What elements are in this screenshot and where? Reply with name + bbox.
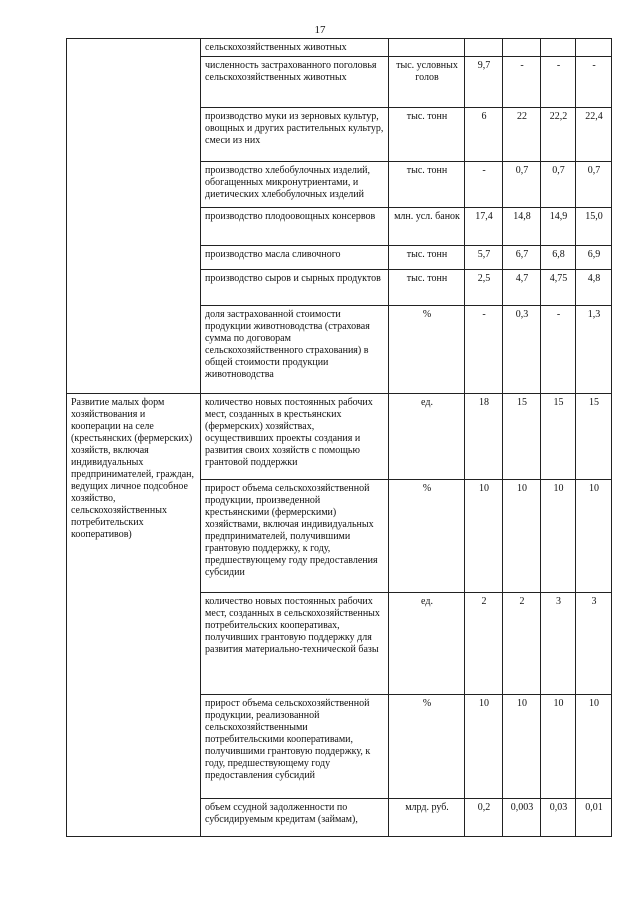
- table-row: [67, 394, 612, 480]
- indicator-cell: численность застрахованного поголовья сельскохозяйственных животных: [201, 57, 389, 108]
- value-cell: 0,01: [576, 799, 612, 837]
- goal-cell-continued: [67, 39, 201, 394]
- value-cell: 0,003: [503, 799, 541, 837]
- unit-cell: тыс. тонн: [389, 246, 465, 270]
- value-cell: -: [541, 57, 576, 108]
- indicator-cell: сельскохозяйственных животных: [201, 39, 389, 57]
- value-cell: 15: [503, 394, 541, 480]
- unit-cell: %: [389, 306, 465, 394]
- unit-cell: тыс. тонн: [389, 162, 465, 208]
- indicator-cell: количество новых постоянных рабочих мест, созданных в сельскохозяйственных потребительских кооперативах, получивших грантовую поддержку для развития материально-технической базы: [201, 593, 389, 695]
- value-cell: 2: [503, 593, 541, 695]
- indicator-cell: производство плодоовощных консервов: [201, 208, 389, 246]
- value-cell: [576, 39, 612, 57]
- value-cell: 14,9: [541, 208, 576, 246]
- indicators-table: [66, 38, 612, 837]
- value-cell: 22: [503, 108, 541, 162]
- value-cell: 10: [541, 695, 576, 799]
- indicator-cell: прирост объема сельскохозяйственной продукции, реализованной сельскохозяйственными потребительскими кооперативами, получившими грантовую поддержку, к году, предшествующему году предоставления субсидий: [201, 695, 389, 799]
- value-cell: 6,7: [503, 246, 541, 270]
- value-cell: 10: [576, 480, 612, 593]
- unit-cell: млрд. руб.: [389, 799, 465, 837]
- indicator-cell: объем ссудной задолженности по субсидируемым кредитам (займам),: [201, 799, 389, 837]
- value-cell: 5,7: [465, 246, 503, 270]
- value-cell: -: [465, 162, 503, 208]
- value-cell: 10: [503, 480, 541, 593]
- value-cell: 4,8: [576, 270, 612, 306]
- indicator-cell: доля застрахованной стоимости продукции животноводства (страховая сумма по договорам сельскохозяйственного страхования) в общей стоимости продукции животноводства: [201, 306, 389, 394]
- value-cell: 10: [465, 480, 503, 593]
- value-cell: 6,9: [576, 246, 612, 270]
- value-cell: 0,7: [576, 162, 612, 208]
- value-cell: 15: [541, 394, 576, 480]
- unit-cell: ед.: [389, 394, 465, 480]
- unit-cell: %: [389, 480, 465, 593]
- value-cell: 17,4: [465, 208, 503, 246]
- value-cell: 10: [465, 695, 503, 799]
- value-cell: 1,3: [576, 306, 612, 394]
- value-cell: 22,2: [541, 108, 576, 162]
- value-cell: 3: [541, 593, 576, 695]
- indicator-cell: производство муки из зерновых культур, овощных и других растительных культур, смеси из них: [201, 108, 389, 162]
- value-cell: 4,75: [541, 270, 576, 306]
- page-number: 17: [314, 24, 326, 36]
- value-cell: 15,0: [576, 208, 612, 246]
- value-cell: 6: [465, 108, 503, 162]
- indicator-cell: производство сыров и сырных продуктов: [201, 270, 389, 306]
- value-cell: 10: [576, 695, 612, 799]
- value-cell: -: [541, 306, 576, 394]
- unit-cell: [389, 39, 465, 57]
- value-cell: 15: [576, 394, 612, 480]
- unit-cell: тыс. условных голов: [389, 57, 465, 108]
- value-cell: 0,7: [541, 162, 576, 208]
- value-cell: 0,3: [503, 306, 541, 394]
- indicator-cell: прирост объема сельскохозяйственной продукции, произведенной крестьянскими (фермерскими) хозяйствами, включая индивидуальных предпринимателей, получившими грантовую поддержку, к году, предшествующему году предоставления субсидии: [201, 480, 389, 593]
- value-cell: 0,7: [503, 162, 541, 208]
- value-cell: -: [465, 306, 503, 394]
- value-cell: 0,2: [465, 799, 503, 837]
- value-cell: 22,4: [576, 108, 612, 162]
- value-cell: 10: [541, 480, 576, 593]
- value-cell: 2: [465, 593, 503, 695]
- value-cell: 6,8: [541, 246, 576, 270]
- value-cell: -: [576, 57, 612, 108]
- unit-cell: ед.: [389, 593, 465, 695]
- unit-cell: тыс. тонн: [389, 108, 465, 162]
- value-cell: 14,8: [503, 208, 541, 246]
- value-cell: 9,7: [465, 57, 503, 108]
- unit-cell: тыс. тонн: [389, 270, 465, 306]
- value-cell: -: [503, 57, 541, 108]
- value-cell: 10: [503, 695, 541, 799]
- value-cell: [541, 39, 576, 57]
- value-cell: 2,5: [465, 270, 503, 306]
- unit-cell: млн. усл. банок: [389, 208, 465, 246]
- table-row: [67, 39, 612, 57]
- value-cell: [465, 39, 503, 57]
- indicator-cell: производство хлебобулочных изделий, обогащенных микронутриентами, и диетических хлебобулочных изделий: [201, 162, 389, 208]
- value-cell: 3: [576, 593, 612, 695]
- value-cell: 4,7: [503, 270, 541, 306]
- value-cell: 18: [465, 394, 503, 480]
- indicator-cell: количество новых постоянных рабочих мест, созданных в крестьянских (фермерских) хозяйствах, осуществивших проекты создания и развития своих хозяйств с помощью грантовой поддержки: [201, 394, 389, 480]
- goal-cell: Развитие малых форм хозяйствования и кооперации на селе (крестьянских (фермерских) хозяйств, включая индивидуальных предпринимателей, граждан, ведущих личное подсобное хозяйство, сельскохозяйственных потребительских кооперативов): [67, 394, 201, 837]
- unit-cell: %: [389, 695, 465, 799]
- value-cell: 0,03: [541, 799, 576, 837]
- value-cell: [503, 39, 541, 57]
- indicator-cell: производство масла сливочного: [201, 246, 389, 270]
